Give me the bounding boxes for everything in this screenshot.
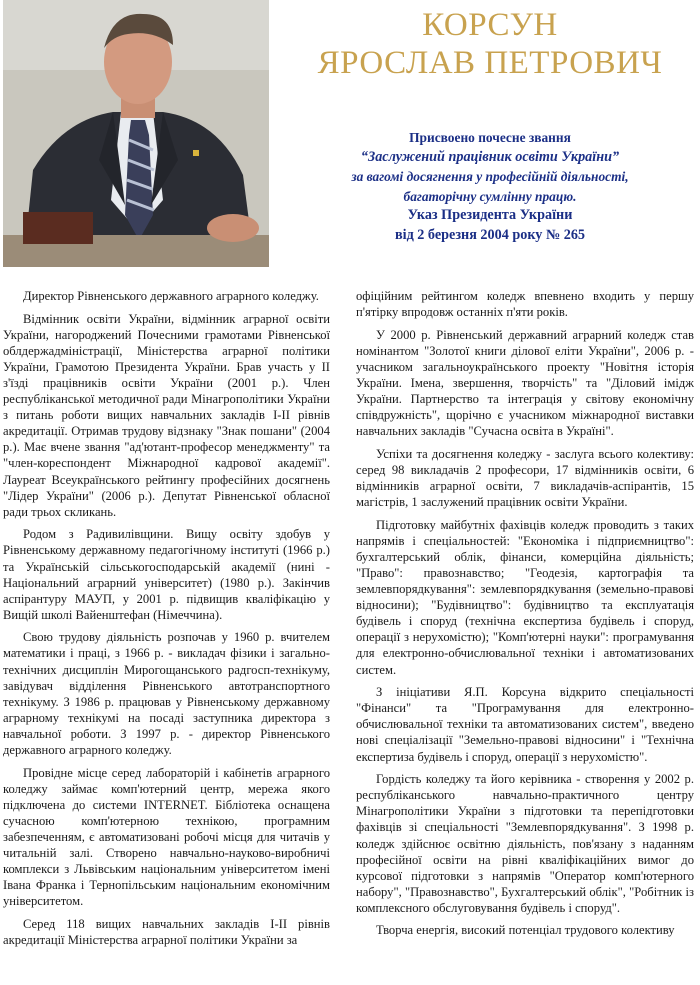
award-line-1: Присвоено почесне звання	[409, 130, 571, 145]
paragraph: Свою трудову діяльність розпочав у 1960 р. вчителем математики і праці, з 1966 р. - викладач фізики і загально-технічних дисциплін Мирогощанського радгосп-технікуму, завідувач відділення Рівненського автотранспортного технікуму. З 1986 р. працював у Рівненському державному аграрному технікумі на посаді заступника директора з навчальної роботи. З 1997 р. - директор Рівненського державного аграрного коледжу.	[3, 630, 330, 758]
award-title: “Заслужений працівник освіти України”	[360, 148, 620, 165]
given-names: ЯРОСЛАВ ПЕТРОВИЧ	[317, 45, 663, 81]
surname: КОРСУН	[422, 7, 558, 43]
paragraph: Гордість коледжу та його керівника - створення у 2002 р. республіканського навчально-практичного центру Мінагрополітики України з підготовки та перепідготовки фахівців зі спеціальності "Землевпорядкування". З 1998 р. коледж здійснює освітню діяльність, пов'язану з наданням професійної освіти на рівні кваліфікаційних вимог до курсової підготовки з напрямів "Оператор комп'ютерного набору", "Правознавство", Бухгалтерський облік", "Робітник із комплексного обслуговування будівель і споруд".	[356, 772, 694, 915]
paragraph: Творча енергія, високий потенціал трудового колективу	[376, 923, 675, 938]
award-date: від 2 березня 2004 року № 265	[394, 226, 586, 243]
portrait-photo	[3, 0, 269, 267]
portrait-illustration	[3, 0, 269, 267]
award-line-3: за вагомі досягнення у професійній діяльності,	[351, 169, 629, 184]
award-block	[285, 128, 695, 245]
award-decree: Указ Президента України	[407, 207, 573, 223]
paragraph: З ініціативи Я.П. Корсуна відкрито спеціальності "Фінанси" та "Програмування для електронно-обчислювальної техніки та автоматизованих систем", введено нові спеціалізації "Земельно-правові відносини" і "Технічна експертиза будівель і споруд, операції з нерухомістю".	[356, 685, 694, 764]
paragraph: Відмінник освіти України, відмінник аграрної освіти України, нагороджений Почесними грамотами Рівненської облдержадміністрації, Міністерства аграрної політики України, Грамотою Президента України. Брав участь у ІІ з'їзді працівників освіти України (2001 р.). Член республіканської методичної ради Мінагрополітики України з питань роботи вищих навчальних закладів І-ІІ рівнів акредитації. Отримав трудову відзнаку "Знак пошани" (2004 р.). Має вчене звання "ад'ютант-професор менеджменту" та "член-кореспондент Міжнародної кадрової академії". Лауреат Всеукраїнського рейтингу професійних досягнень "Лідер України" (2006 р.). Депутат Рівненської обласної ради трьох скликань.	[3, 311, 330, 519]
paragraph: Підготовку майбутніх фахівців коледж проводить з таких напрямів і спеціальностей: "Економіка і підприємництво": бухгалтерський облік, фінанси, комерційна діяльність; "Право": правознавство; "Геодезія, картографія та землевпорядкування": землевпорядкування (земельно-правові відносини); "Будівництво": будівництво та експлуатація будівель і споруд (технічна експертиза будівель і споруд, операції з нерухомістю); "Комп'ютерні науки": програмування для електронно-обчислювальної техніки і автоматизованих систем.	[356, 517, 694, 677]
right-column	[356, 288, 694, 945]
person-name	[285, 6, 695, 82]
paragraph: Директор Рівненського державного аграрного коледжу.	[23, 289, 319, 303]
paragraph: Серед 118 вищих навчальних закладів І-ІІ рівнів акредитації Міністерства аграрної політики України за	[3, 916, 330, 948]
paragraph: Провідне місце серед лабораторій і кабінетів аграрного коледжу займає комп'ютерний центр, мережа якого підключена до системи INTERNET. Бібліотека оснащена сучасною комп'ютерною технікою, програмним забезпеченням, є автоматизовані робочі місця для читачів у читальній залі. Створено навчально-науково-виробничі комплекси з Львівським національним університетом імені Івана Франка і Тернопільським національним економічним університетом.	[3, 765, 330, 909]
paragraph: У 2000 р. Рівненський державний аграрний коледж став номінантом "Золотої книги ділової еліти України", 2006 р. - учасником загальноукраїнського проекту "Новітня історія України. Імена, звершення, творчість" та "Діловий імідж України. Партнерство та інтеграція у світову економічну співдружність", щорічно є учасником міжнародної виставки навчальних закладів "Сучасна освіта в Україні".	[356, 327, 694, 439]
award-line-4: багаторічну сумлінну працю.	[403, 188, 577, 204]
paragraph: офіційним рейтингом коледж впевнено входить у першу п'ятірку впродовж останніх п'яти років.	[356, 289, 694, 320]
paragraph: Успіхи та досягнення коледжу - заслуга всього колективу: серед 98 викладачів 2 професори, 17 відмінників освіти, 6 відмінників аграрної освіти, 7 викладачів-аспірантів, 15 магістрів, 1 заслужений працівник освіти України.	[356, 446, 694, 510]
paragraph: Родом з Радивилівщини. Вищу освіту здобув у Рівненському державному педагогічному інституті (1966 р.) та Українській сільськогосподарській академії (нині - Національний аграрний університет) (1980 р.). Закінчив аспірантуру МАУП, у 2001 р. підвищив кваліфікацію у Вищій школі Вайенштефан (Німеччина).	[3, 527, 330, 622]
left-column	[3, 288, 330, 955]
